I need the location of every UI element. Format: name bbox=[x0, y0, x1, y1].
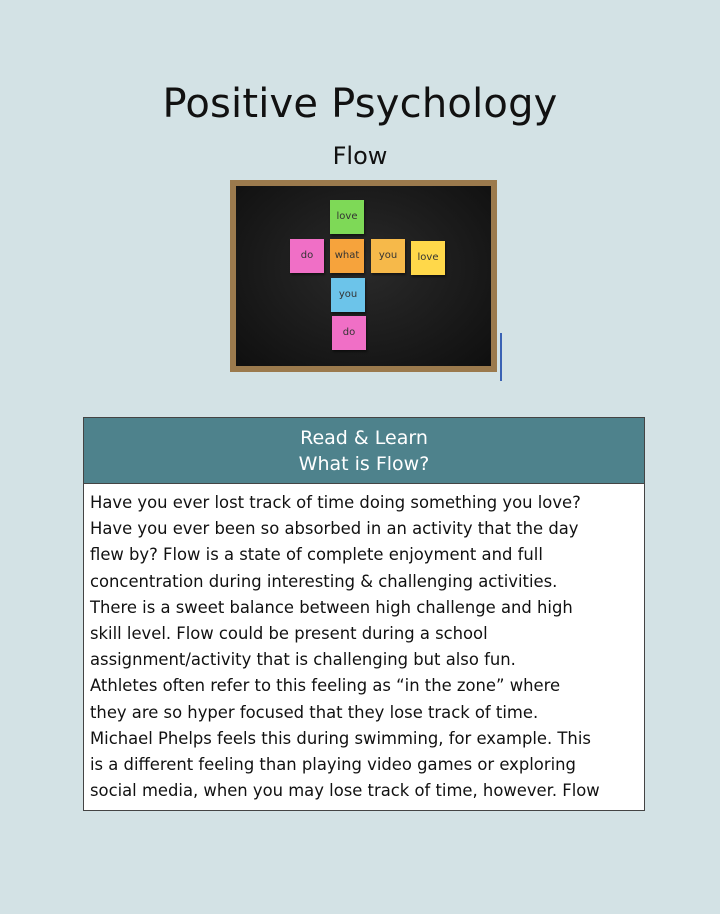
text-cursor bbox=[500, 333, 502, 381]
box-header-line1: Read & Learn bbox=[300, 427, 428, 449]
body-line: Michael Phelps feels this during swimming, for example. This bbox=[90, 728, 591, 748]
sticky-note-love-right: love bbox=[411, 241, 445, 275]
body-line: There is a sweet balance between high challenge and high bbox=[90, 597, 573, 617]
sticky-note-what: what bbox=[330, 239, 364, 273]
box-header-line2: What is Flow? bbox=[298, 453, 430, 475]
chalkboard-image bbox=[230, 180, 497, 372]
sticky-note-love-top: love bbox=[330, 200, 364, 234]
body-line: skill level. Flow could be present during a school bbox=[90, 624, 488, 644]
body-line: flew by? Flow is a state of complete enjoyment and full bbox=[90, 545, 543, 565]
body-line: Have you ever lost track of time doing something you love? bbox=[90, 493, 581, 512]
body-line: Athletes often refer to this feeling as “in the zone” where bbox=[90, 676, 561, 696]
page-subtitle: Flow bbox=[332, 142, 388, 170]
page-title: Positive Psychology bbox=[162, 81, 558, 127]
body-line: is a different feeling than playing video games or exploring bbox=[90, 755, 576, 775]
sticky-note-do-left: do bbox=[290, 239, 324, 273]
body-line: assignment/activity that is challenging but also fun. bbox=[90, 650, 516, 670]
sticky-note-do-bottom: do bbox=[332, 316, 366, 350]
sticky-note-you-bottom: you bbox=[331, 278, 365, 312]
body-line: social media, when you may lose track of time, however. Flow bbox=[90, 781, 600, 801]
box-header bbox=[84, 418, 644, 484]
body-line: Have you ever been so absorbed in an activity that the day bbox=[90, 519, 579, 539]
body-line: concentration during interesting & challenging activities. bbox=[90, 571, 558, 591]
read-and-learn-box bbox=[83, 417, 645, 811]
body-line: they are so hyper focused that they lose track of time. bbox=[90, 702, 539, 722]
sticky-note-you-right: you bbox=[371, 239, 405, 273]
box-body bbox=[84, 484, 644, 804]
